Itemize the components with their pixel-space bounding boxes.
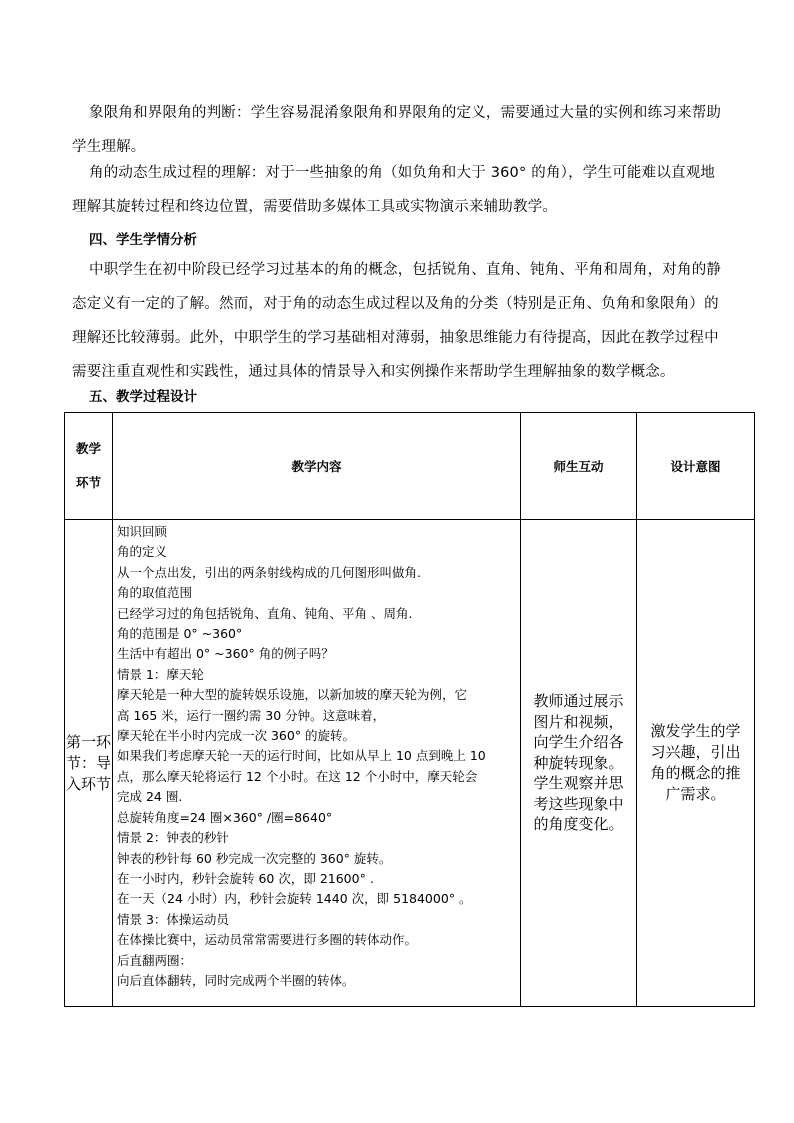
content-line: 角的定义 xyxy=(117,544,168,560)
paragraph-dynamic-angle: 角的动态生成过程的理解：对于一些抽象的角（如负角和大于 360° 的角），学生可能难以直观地理解其旋转过程和终边位置，需要借助多媒体工具或实物演示来辅助教学。 xyxy=(72,165,716,215)
content-line: 向后直体翻转，同时完成两个半圈的转体。 xyxy=(117,972,355,988)
content-line: 角的范围是 0° ~360° xyxy=(117,626,243,642)
content-line: 在一天（24 小时）内，秒针会旋转 1440 次，即 5184000° 。 xyxy=(117,891,472,907)
content-line: 情景 2：钟表的秒针 xyxy=(117,830,229,846)
stage-cell: 第一环节：导入环节 xyxy=(65,520,113,1007)
content-line: 在一小时内，秒针会旋转 60 次，即 21600° . xyxy=(117,870,374,886)
content-line: 高 165 米，运行一圈约需 30 分钟。这意味着， xyxy=(117,707,386,723)
intent-cell: 激发学生的学习兴趣，引出角的概念的推广需求。 xyxy=(637,520,755,1007)
content-line: 情景 3：体操运动员 xyxy=(117,911,229,927)
header-stage xyxy=(65,413,113,520)
interaction-cell: 教师通过展示图片和视频，向学生介绍各种旋转现象。学生观察并思考这些现象中的角度变化。 xyxy=(521,520,637,1007)
content-line: 从一个点出发，引出的两条射线构成的几何图形叫做角. xyxy=(117,564,421,580)
content-line: 摩天轮是一种大型的旋转娱乐设施，以新加坡的摩天轮为例，它 xyxy=(117,687,468,703)
content-cell xyxy=(113,520,521,1007)
content-line: 摩天轮在半小时内完成一次 360° 的旋转。 xyxy=(117,728,356,744)
paragraph-student-analysis: 中职学生在初中阶段已经学习过基本的角的概念，包括锐角、直角、钝角、平角和周角，对角的静态定义有一定的了解。然而，对于角的动态生成过程以及角的分类（特别是正角、负角和象限角）的理解还比较薄弱。此外，中职学生的学习基础相对薄弱，抽象思维能力有待提高，因此在教学过程中需要注重直观性和实践性，通过具体的情景导入和实例操作来帮助学生理解抽象的数学概念。 xyxy=(72,262,722,380)
content-line: 钟表的秒针每 60 秒完成一次完整的 360° 旋转。 xyxy=(117,850,392,866)
teaching-process-table xyxy=(64,412,755,1007)
table-header-row xyxy=(65,413,755,520)
content-line: 在体操比赛中，运动员常常需要进行多圈的转体动作。 xyxy=(117,932,418,948)
content-line: 点，那么摩天轮将运行 12 个小时。在这 12 个小时中，摩天轮会 xyxy=(117,768,478,784)
header-intent: 设计意图 xyxy=(637,413,755,520)
content-line: 如果我们考虑摩天轮一天的运行时间，比如从早上 10 点到晚上 10 xyxy=(117,748,486,764)
content-line: 角的取值范围 xyxy=(117,585,193,601)
content-line: 总旋转角度=24 圈×360° /圈=8640° xyxy=(117,809,333,825)
content-line: 后直翻两圈： xyxy=(117,952,193,968)
content-line: 完成 24 圈. xyxy=(117,789,183,805)
content-line: 情景 1：摩天轮 xyxy=(117,666,204,682)
section-heading-student-analysis: 四、学生学情分析 xyxy=(89,232,197,248)
content-line: 已经学习过的角包括锐角、直角、钝角、平角 、周角. xyxy=(117,605,413,621)
content-line: 生活中有超出 0° ~360° 角的例子吗？ xyxy=(117,646,334,662)
header-stage-line1: 教学 xyxy=(75,441,101,456)
content-line: 知识回顾 xyxy=(117,524,168,539)
section-heading-teaching-process: 五、教学过程设计 xyxy=(89,389,197,405)
header-interaction: 师生互动 xyxy=(521,413,637,520)
header-stage-line2: 环节 xyxy=(75,475,101,490)
table-row xyxy=(65,520,755,1007)
paragraph-quadrant-angle: 象限角和界限角的判断：学生容易混淆象限角和界限角的定义，需要通过大量的实例和练习来帮助学生理解。 xyxy=(72,105,722,155)
header-content: 教学内容 xyxy=(113,413,521,520)
